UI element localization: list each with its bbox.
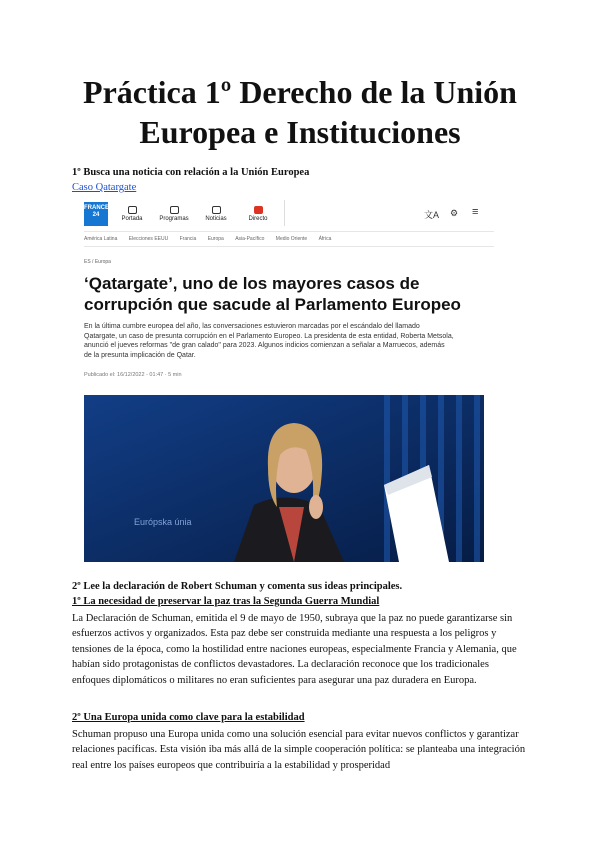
nav-divider xyxy=(284,200,285,226)
news-icon xyxy=(212,206,221,214)
menu-icon[interactable]: ≡ xyxy=(472,206,479,218)
subnav-item[interactable]: Elecciones EEUU xyxy=(128,236,169,242)
section-1-title: 1º La necesidad de preservar la paz tras la Segunda Guerra Mundial xyxy=(72,596,380,607)
nav-directo[interactable]: Directo xyxy=(240,206,276,222)
subnav-item[interactable]: Medio Oriente xyxy=(275,236,308,242)
document-title: Práctica 1º Derecho de la Unión Europea e Instituciones xyxy=(83,74,517,150)
photo-caption: Európska únia xyxy=(134,517,192,527)
nav-portada[interactable]: Portada xyxy=(114,206,150,222)
news-screenshot xyxy=(84,197,494,572)
section-1-text: La Declaración de Schuman, emitida el 9 de mayo de 1950, subraya que la paz no puede garantizarse sin esfuerzos activos y organizados. Esta paz debe ser construida mediante una respuesta a los peligros y tensiones de la época, como la hostilidad entre naciones europeas, especialmente Francia y Alemania, que habían sido protagonistas de conflictos devastadores. La declaración reconoce que los tradicionales enfoques diplomáticos o militares no eran suficientes para asegurar una paz duradera en Europa. xyxy=(72,613,517,686)
settings-icon[interactable]: ⚙ xyxy=(450,208,459,218)
subnav-item[interactable]: América Latina xyxy=(84,236,118,242)
subnav-item[interactable]: Asia-Pacífico xyxy=(235,236,265,242)
home-icon xyxy=(128,206,137,214)
section-nav xyxy=(84,236,494,247)
subnav-item[interactable]: Francia xyxy=(179,236,197,242)
nav-noticias[interactable]: Noticias xyxy=(198,206,234,222)
section-2-text: Schuman propuso una Europa unida como una solución esencial para evitar nuevos conflictos y garantizar relaciones pacíficas. Esta visión iba más allá de la simple cooperación política: se planteaba una integración real entre los países europeos que contribuiría a la estabilidad y prosperidad xyxy=(72,729,526,771)
nav-programas[interactable]: Programas xyxy=(156,206,192,222)
site-header xyxy=(84,197,494,232)
live-icon xyxy=(254,206,263,214)
caso-qatargate-link[interactable]: Caso Qatargate xyxy=(72,182,137,193)
question-2: 2º Lee la declaración de Robert Schuman y comenta sus ideas principales. xyxy=(72,581,403,592)
question-1: 1º Busca una noticia con relación a la Unión Europea xyxy=(72,167,310,178)
photo-illustration xyxy=(84,395,484,562)
article-headline: ‘Qatargate’, uno de los mayores casos de corrupción que sacude al Parlamento Europeo xyxy=(84,274,461,314)
subnav-item[interactable]: Europa xyxy=(207,236,224,242)
subnav-item[interactable]: África xyxy=(318,236,332,242)
section-2-title: 2º Una Europa unida como clave para la estabilidad xyxy=(72,712,305,723)
language-icon[interactable]: 文A xyxy=(424,210,440,220)
france24-logo[interactable]: FRANCE 24 xyxy=(84,202,108,226)
article-lead: En la última cumbre europea del año, las conversaciones estuvieron marcadas por el escándalo del llamado Qatargate, un caso de presunta corrupción en el Parlamento Europeo. La presidenta de esta entidad, Roberta Metsola, anunció el jueves reformas "de gran calado" para 2023. Algunos indicios comienzan a señalar a Marruecos, además de la presunta implicación de Qatar. xyxy=(84,323,454,359)
article-meta: Publicado el: 16/12/2022 - 01:47 · 5 min xyxy=(84,372,182,378)
breadcrumb[interactable]: ES / Europa xyxy=(84,259,111,265)
programs-icon xyxy=(170,206,179,214)
article-photo xyxy=(84,395,484,562)
